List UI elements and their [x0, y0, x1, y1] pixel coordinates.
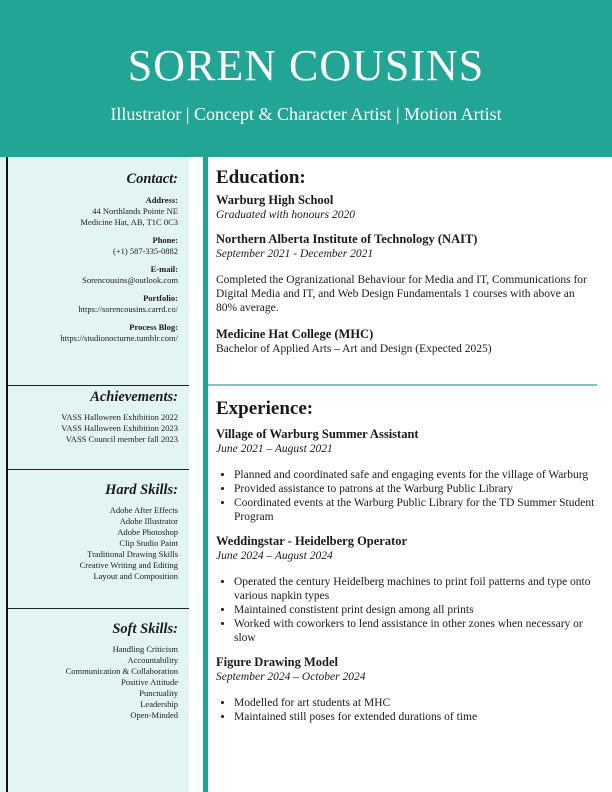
resume-name: SOREN COUSINS: [127, 41, 485, 90]
achievements-section: [8, 388, 178, 445]
job-bullets: [216, 575, 596, 645]
education-school: Medicine Hat College (MHC): [216, 327, 374, 341]
list-item: • Maintained still poses for extended durations of time: [234, 710, 596, 724]
portfolio-link[interactable]: https://sorencousins.carrd.co/: [78, 304, 178, 314]
education-detail: Bachelor of Applied Arts – Art and Design (Expected 2025): [216, 343, 492, 355]
hard-skills-title: Hard Skills:: [105, 482, 178, 498]
contact-title: Contact:: [126, 171, 178, 187]
address-line2: Medicine Hat, AB, T1C 0C3: [80, 217, 178, 227]
list-item: Positive Attitude: [121, 677, 178, 687]
list-item: • Provided assistance to patrons at the Warburg Public Library: [234, 482, 596, 496]
list-item: Open-Minded: [130, 710, 178, 720]
job-title: Weddingstar - Heidelberg Operator: [216, 534, 408, 548]
sidebar-divider: [8, 608, 189, 609]
hard-skills-section: [8, 481, 178, 582]
list-item: • Worked with coworkers to lend assistance in other zones when necessary or slow: [234, 617, 596, 645]
blog-link[interactable]: https://studionocturne.tumblr.com/: [60, 333, 178, 343]
education-title: Education:: [216, 167, 306, 188]
portfolio-label: Portfolio:: [143, 293, 178, 303]
list-item: • Coordinated events at the Warburg Public Library for the TD Summer Student Program: [234, 496, 596, 524]
list-item: Layout and Composition: [93, 571, 178, 581]
job-dates: June 2024 – August 2024: [216, 550, 333, 562]
column-divider: [203, 157, 208, 792]
list-item: Adobe Photoshop: [117, 527, 178, 537]
email-label: E-mail:: [150, 264, 178, 274]
list-item: VASS Halloween Exhibition 2022: [61, 412, 178, 422]
list-item: Adobe Illustrator: [119, 516, 178, 526]
phone-value: (+1) 587-335-0882: [113, 246, 178, 256]
experience-title: Experience:: [216, 398, 314, 419]
list-item: Handling Criticism: [112, 644, 178, 654]
sidebar-divider: [8, 469, 189, 470]
education-school: Northern Alberta Institute of Technology (NAIT): [216, 232, 478, 246]
list-item: Punctuality: [139, 688, 178, 698]
sidebar-divider: [8, 385, 189, 386]
soft-skills-section: [8, 620, 178, 721]
list-item: VASS Halloween Exhibition 2023: [61, 423, 178, 433]
section-divider: [208, 384, 597, 386]
contact-section: [8, 170, 178, 344]
list-item: Accountability: [127, 655, 178, 665]
header-banner: [0, 0, 612, 157]
address-line1: 44 Northlands Pointe NE: [92, 206, 178, 216]
list-item: Adobe After Effects: [109, 505, 178, 515]
education-description: Completed the Ogranizational Behaviour for Media and IT, Communications for Digital Media and IT, and Web Design Fundamentals 1 courses with above an 80% average.: [216, 274, 587, 314]
achievements-title: Achievements:: [90, 389, 178, 405]
education-school: Warburg High School: [216, 193, 334, 207]
job-dates: June 2021 – August 2021: [216, 443, 333, 455]
list-item: • Planned and coordinated safe and engaging events for the village of Warburg: [234, 468, 596, 482]
blog-label: Process Blog:: [129, 322, 178, 332]
list-item: • Modelled for art students at MHC: [234, 696, 596, 710]
list-item: Communication & Collaboration: [65, 666, 178, 676]
job-dates: September 2024 – October 2024: [216, 671, 366, 683]
job-title: Figure Drawing Model: [216, 655, 338, 669]
list-item: VASS Council member fall 2023: [65, 434, 178, 444]
education-section: [216, 167, 596, 356]
list-item: • Maintained constistent print design among all prints: [234, 603, 596, 617]
list-item: Clip Studio Paint: [119, 538, 178, 548]
job-bullets: [216, 696, 596, 724]
soft-skills-title: Soft Skills:: [112, 621, 178, 637]
resume-tagline: Illustrator | Concept & Character Artist | Motion Artist: [110, 104, 502, 124]
address-label: Address:: [145, 195, 178, 205]
email-value[interactable]: Sorencousins@outlook.com: [82, 275, 178, 285]
list-item: Traditional Drawing Skills: [87, 549, 178, 559]
phone-label: Phone:: [152, 235, 178, 245]
job-bullets: [216, 468, 596, 524]
list-item: Leadership: [140, 699, 178, 709]
education-detail: Graduated with honours 2020: [216, 209, 355, 221]
job-title: Village of Warburg Summer Assistant: [216, 427, 419, 441]
education-detail: September 2021 - December 2021: [216, 248, 374, 260]
experience-section: [216, 398, 596, 724]
list-item: Creative Writing and Editing: [79, 560, 178, 570]
list-item: • Operated the century Heidelberg machines to print foil patterns and type onto various napkin types: [234, 575, 596, 603]
